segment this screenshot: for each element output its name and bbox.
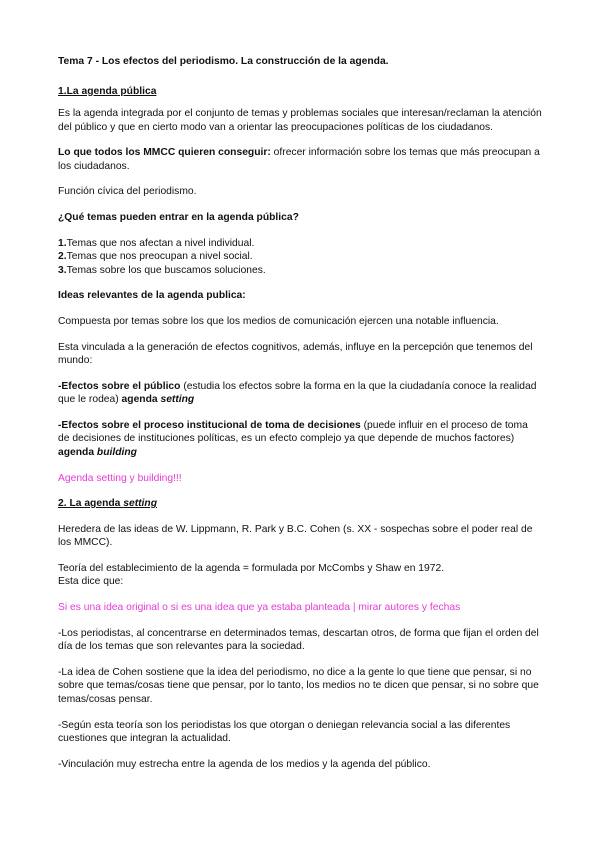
list-number: 1. — [58, 237, 67, 249]
subheading-question: ¿Qué temas pueden entrar en la agenda pública? — [58, 212, 299, 224]
bold-lead: -Efectos sobre el proceso institucional de toma de decisiones — [58, 419, 361, 431]
pink-note: Si es una idea original o si es una idea que ya estaba planteada | mirar autores y fechas — [58, 602, 461, 614]
term-building: building — [96, 446, 137, 458]
bold-lead: Lo que todos los MMCC quieren conseguir: — [58, 147, 271, 159]
list-number: 3. — [58, 264, 67, 276]
list-text: Temas sobre los que buscamos soluciones. — [66, 264, 266, 276]
paragraph: Esta dice que: — [58, 576, 124, 588]
list-number: 2. — [58, 251, 67, 263]
heading-text: 2. La agenda — [58, 498, 124, 510]
paragraph-text: (estudia los efectos sobre la forma en la que la ciudadanía conoce la realidad que le rodea) — [58, 380, 537, 406]
bullet-paragraph: -Según esta teoría son los periodistas los que otorgan o deniegan relevancia social a las diferentes cuestiones que integran la actualidad. — [58, 719, 511, 745]
paragraph: Función cívica del periodismo. — [58, 186, 197, 198]
heading-term-setting: setting — [123, 498, 158, 510]
paragraph — [58, 146, 542, 173]
list-text: Temas que nos afectan a nivel individual. — [66, 237, 255, 249]
list-item — [58, 264, 542, 278]
bullet-paragraph: -La idea de Cohen sostiene que la idea del periodismo, no dice a la gente lo que tiene que pensar, si no sobre que temas/cosas tiene que pensar, por lo tanto, los medios no te dicen que pensar, si no sobre que temas/cosas pensar. — [58, 666, 539, 705]
list-item — [58, 237, 542, 251]
paragraph-text: ofrecer información sobre los temas que más preocupan a los ciudadanos. — [58, 147, 540, 172]
section-2-heading — [58, 497, 542, 511]
bullet-paragraph: -Los periodistas, al concentrarse en determinados temas, descartan otros, de forma que fijan el orden del día de los temas que son relevantes para la sociedad. — [58, 627, 539, 653]
list-text: Temas que nos preocupan a nivel social. — [66, 251, 253, 263]
document-page — [58, 55, 542, 783]
subheading-ideas: Ideas relevantes de la agenda publica: — [58, 290, 246, 302]
term-agenda: agenda — [121, 394, 161, 406]
document-title: Tema 7 - Los efectos del periodismo. La construcción de la agenda. — [58, 56, 389, 67]
section-1-heading: 1.La agenda pública — [58, 85, 157, 97]
effect-institutional-paragraph — [58, 419, 542, 460]
bold-lead: -Efectos sobre el público — [58, 380, 181, 392]
numbered-list — [58, 237, 542, 278]
paragraph: Es la agenda integrada por el conjunto de temas y problemas sociales que interesan/reclaman la atención del público y que en cierto modo van a orientar las preocupaciones políticas de los ciudadanos. — [58, 108, 542, 133]
list-item — [58, 250, 542, 264]
paragraph-text: (puede influir en el proceso de toma de decisiones de instituciones políticas, es un efecto complejo ya que depende de muchos factores) — [58, 419, 528, 445]
paragraph: Esta vinculada a la generación de efectos cognitivos, además, influye en la percepción que tenemos del mundo: — [58, 341, 533, 367]
term-setting: setting — [160, 394, 195, 406]
paragraph: Heredera de las ideas de W. Lippmann, R. Park y B.C. Cohen (s. XX - sospechas sobre el poder real de los MMCC). — [58, 523, 533, 549]
paragraph: Teoría del establecimiento de la agenda = formulada por McCombs y Shaw en 1972. — [58, 562, 445, 574]
effect-public-paragraph — [58, 380, 542, 407]
pink-note: Agenda setting y building!!! — [58, 472, 182, 484]
bullet-paragraph: -Vinculación muy estrecha entre la agenda de los medios y la agenda del público. — [58, 758, 431, 770]
term-agenda: agenda — [58, 446, 97, 458]
paragraph: Compuesta por temas sobre los que los medios de comunicación ejercen una notable influencia. — [58, 315, 499, 327]
